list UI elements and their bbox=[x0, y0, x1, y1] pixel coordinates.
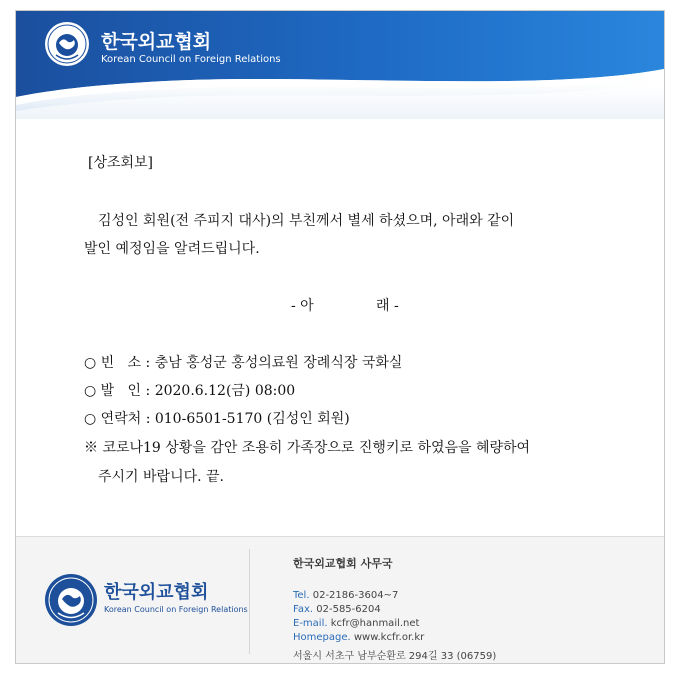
notice-category: [상조회보] bbox=[88, 155, 154, 171]
footer-homepage bbox=[293, 632, 424, 643]
globe-emblem-icon bbox=[44, 21, 90, 67]
footer-divider bbox=[249, 549, 250, 654]
footer-tel bbox=[293, 590, 398, 601]
footer-office-name: 한국외교협회 사무국 bbox=[293, 557, 393, 570]
tel-value: 02-2186-3604~7 bbox=[312, 590, 399, 601]
detail-departure bbox=[84, 380, 295, 400]
footer-org-name-ko: 한국외교협회 bbox=[104, 582, 209, 603]
email-label: E-mail. bbox=[293, 618, 328, 629]
detail-text: 발 인 : 2020.6.12(금) 08:00 bbox=[100, 383, 296, 399]
notice-note-line2: 주시기 바랍니다. 끝. bbox=[98, 469, 224, 485]
section-heading-right: 래 - bbox=[376, 298, 399, 314]
newsletter-frame bbox=[15, 10, 665, 664]
notice-body-line1: 김성인 회원(전 주피지 대사)의 부친께서 별세 하셨으며, 아래와 같이 bbox=[98, 213, 515, 229]
footer-fax bbox=[293, 604, 381, 615]
header-org-name-en: Korean Council on Foreign Relations bbox=[101, 54, 281, 65]
tel-label: Tel. bbox=[293, 590, 310, 601]
globe-emblem-icon bbox=[44, 573, 98, 627]
fax-value: 02-585-6204 bbox=[316, 604, 381, 615]
notice-note-line1: ※ 코로나19 상황을 감안 조용히 가족장으로 진행키로 하였음을 혜량하여 bbox=[84, 440, 531, 456]
detail-bullet: ○ bbox=[84, 383, 97, 399]
fax-label: Fax. bbox=[293, 604, 314, 615]
notice-body-line2: 발인 예정임을 알려드립니다. bbox=[84, 241, 260, 257]
footer-email bbox=[293, 618, 419, 629]
header-org-name-ko: 한국외교협회 bbox=[101, 31, 212, 53]
footer-org-name-en: Korean Council on Foreign Relations bbox=[104, 605, 248, 614]
footer-address: 서울시 서초구 남부순환로 294길 33 (06759) bbox=[293, 651, 497, 662]
detail-bullet: ○ bbox=[84, 355, 97, 371]
footer bbox=[16, 536, 664, 664]
detail-text: 빈 소 : 충남 홍성군 홍성의료원 장례식장 국화실 bbox=[100, 355, 403, 371]
detail-text: 연락처 : 010-6501-5170 (김성인 회원) bbox=[100, 411, 350, 427]
email-link[interactable]: kcfr@hanmail.net bbox=[330, 618, 420, 629]
header-banner bbox=[16, 11, 664, 119]
detail-bullet: ○ bbox=[84, 411, 97, 427]
section-heading-left: - 아 bbox=[291, 298, 314, 314]
detail-funeral-hall bbox=[84, 352, 402, 372]
detail-contact bbox=[84, 408, 350, 428]
homepage-label: Homepage. bbox=[293, 632, 351, 643]
homepage-link[interactable]: www.kcfr.or.kr bbox=[353, 632, 425, 643]
